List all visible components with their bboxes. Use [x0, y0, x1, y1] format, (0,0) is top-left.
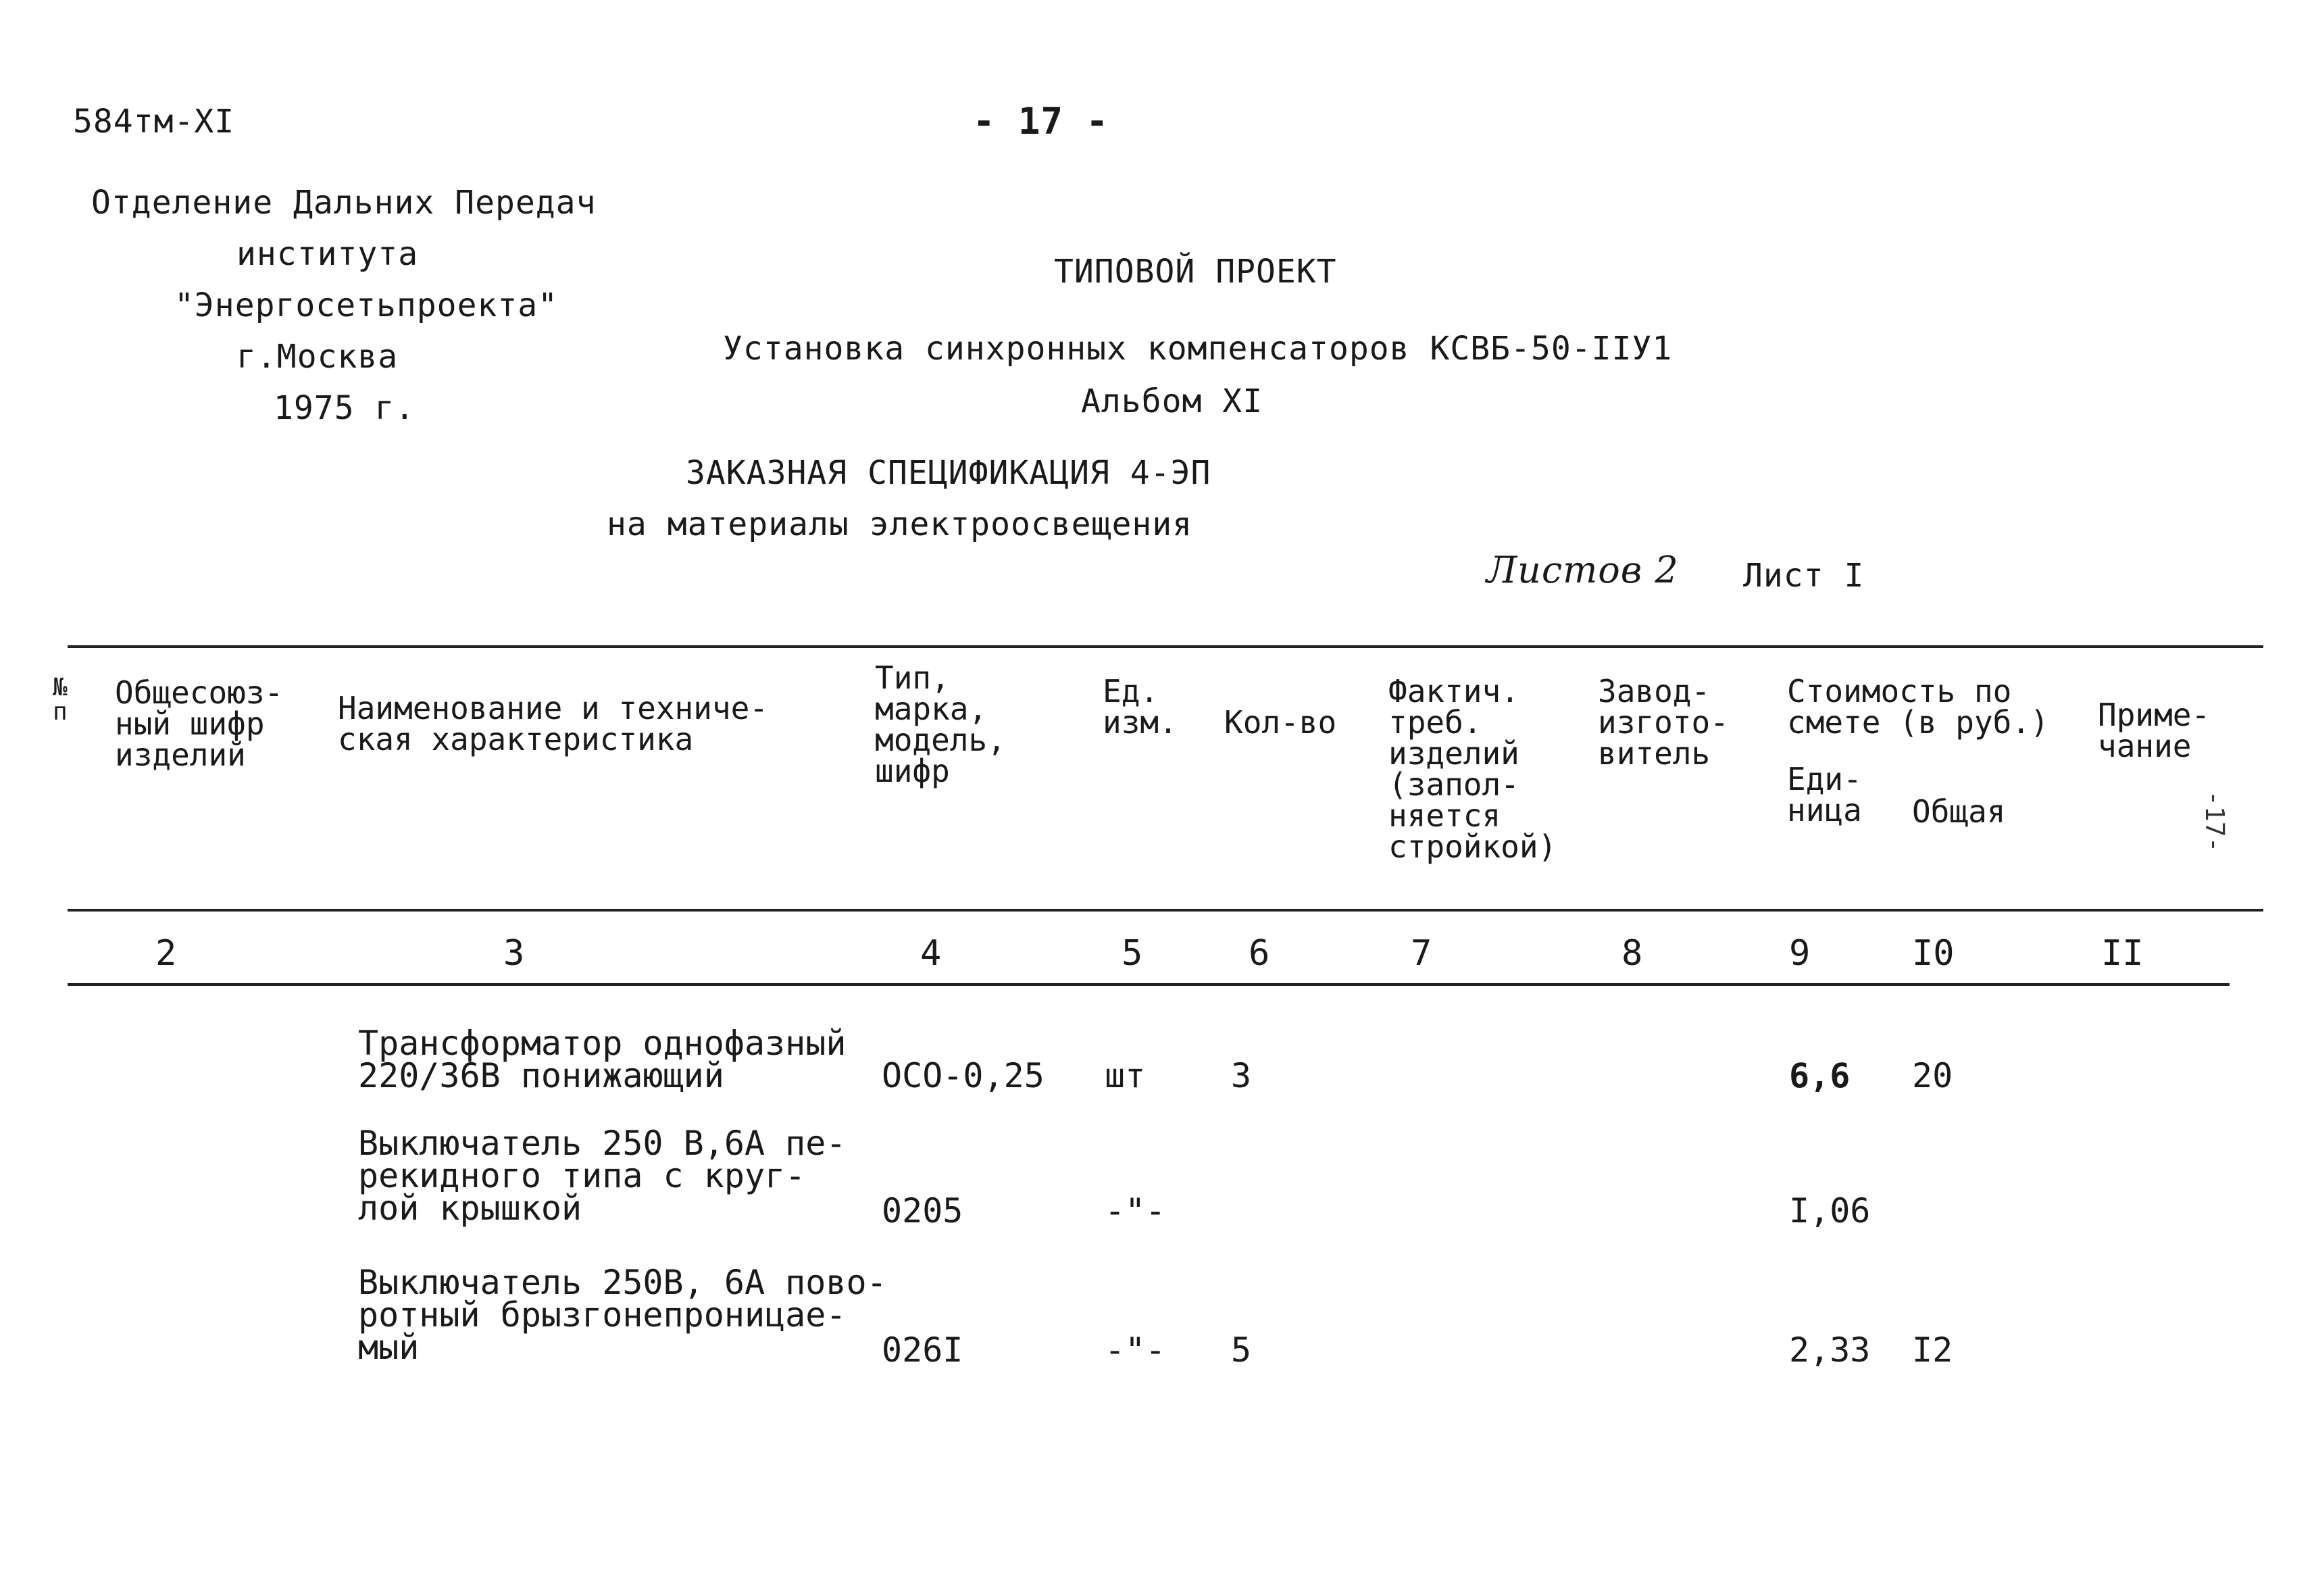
specification-title: ЗАКАЗНАЯ СПЕЦИФИКАЦИЯ 4-ЭП: [686, 454, 1211, 492]
page-number: - 17 -: [973, 100, 1109, 143]
column-number-6: 6: [1249, 933, 1270, 974]
table-header-rule: [68, 909, 2263, 912]
col-header-manufacturer: Завод- изгото- витель: [1598, 673, 1729, 772]
row-2-model: 0205: [882, 1191, 963, 1230]
project-type: ТИПОВОЙ ПРОЕКТ: [1054, 253, 1337, 291]
column-number-7: 7: [1411, 933, 1432, 974]
row-1-quantity: 3: [1231, 1056, 1252, 1095]
project-album: Альбом XI: [1081, 382, 1263, 420]
col-header-union-code: Общесоюз- ный шифр изделий: [115, 674, 284, 773]
organization-year: 1975 г.: [274, 389, 416, 427]
table-top-rule: [68, 645, 2263, 648]
sheet-current: Лист I: [1743, 557, 1865, 595]
row-1-total-cost: 20: [1912, 1056, 1953, 1095]
col-header-name: Наименование и техниче- ская характеристика: [338, 690, 768, 757]
col-header-number: № п: [53, 674, 68, 726]
row-3-total-cost: I2: [1912, 1330, 1953, 1370]
row-2-unit: -"-: [1105, 1191, 1166, 1230]
col-header-model: Тип, марка, модель, шифр: [875, 659, 1006, 789]
column-number-2: 2: [155, 933, 177, 974]
col-header-unit-cost: Еди- ница: [1787, 761, 1862, 828]
organization-line-2: института: [236, 235, 419, 273]
column-number-10: I0: [1912, 933, 1955, 974]
side-page-mark: -17-: [2200, 791, 2230, 853]
column-number-5: 5: [1122, 933, 1143, 974]
row-3-quantity: 5: [1231, 1330, 1252, 1370]
row-3-model: 026I: [882, 1330, 963, 1370]
organization-line-3: "Энергосетьпроекта": [174, 286, 559, 324]
specification-subtitle: на материалы электроосвещения: [607, 505, 1193, 543]
row-1-model: ОСО-0,25: [882, 1056, 1045, 1095]
row-3-name: Выключатель 250В, 6А пово- ротный брызгонепроницае- мый: [358, 1263, 887, 1367]
row-1-unit-cost: 6,6: [1789, 1056, 1851, 1095]
col-header-total-cost: Общая: [1912, 793, 2006, 830]
sheets-total: Листов 2: [1486, 549, 1679, 591]
col-header-unit: Ед. изм.: [1103, 673, 1178, 741]
col-header-note: Приме- чание: [2098, 697, 2211, 764]
col-header-quantity: Кол-во: [1224, 704, 1337, 741]
col-header-cost-group: Стоимость по смете (в руб.): [1787, 673, 2049, 741]
column-number-3: 3: [503, 933, 525, 974]
col-header-actual-need: Фактич. треб. изделий (запол- няется стройкой): [1388, 673, 1557, 865]
column-number-9: 9: [1789, 933, 1811, 974]
column-number-8: 8: [1621, 933, 1643, 974]
row-1-name: Трансформатор однофазный 220/36В понижающий: [358, 1024, 847, 1095]
project-title: Установка синхронных компенсаторов КСВБ-50-IIУ1: [723, 330, 1673, 368]
row-3-unit-cost: 2,33: [1789, 1330, 1871, 1370]
column-number-4: 4: [920, 933, 942, 974]
organization-line-1: Отделение Дальних Передач: [91, 184, 597, 222]
document-code: 584тм-XI: [73, 103, 235, 141]
row-2-name: Выключатель 250 В,6А пе- рекидного типа с круг- лой крышкой: [358, 1124, 847, 1228]
column-number-11: II: [2101, 933, 2144, 974]
organization-city: г.Москва: [236, 338, 399, 376]
row-1-unit: шт: [1105, 1056, 1146, 1095]
row-3-unit: -"-: [1105, 1330, 1166, 1370]
row-2-unit-cost: I,06: [1789, 1191, 1871, 1230]
table-numbers-rule: [68, 983, 2230, 986]
